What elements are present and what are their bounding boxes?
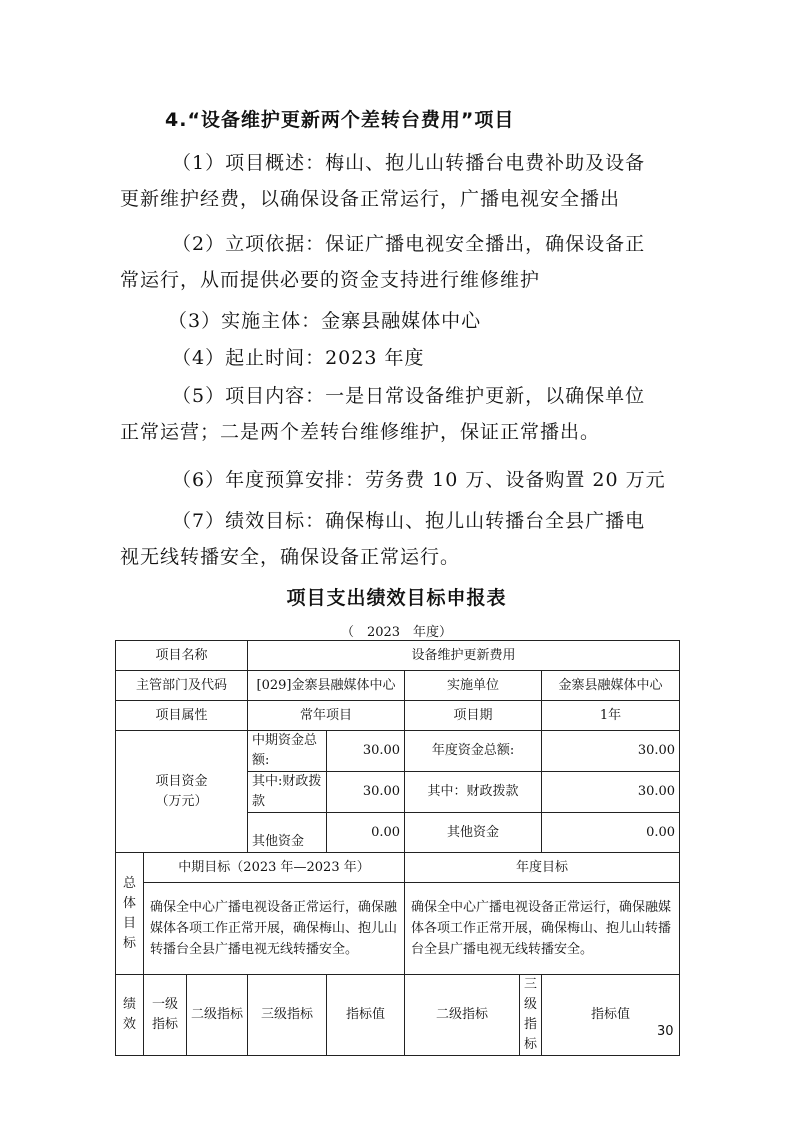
performance-target-table: [115, 640, 680, 1056]
annual-other-label: 其他资金: [405, 813, 542, 853]
perf-label: 绩效: [116, 975, 144, 1056]
table-row: [116, 731, 680, 772]
table-row: [116, 853, 680, 883]
paragraph-line: （1）项目概述：梅山、抱儿山转播台电费补助及设备: [172, 152, 646, 174]
mid-total-value: 30.00: [327, 731, 405, 772]
table-row: [116, 701, 680, 731]
paragraph-content: [120, 378, 680, 450]
table-row: [116, 975, 680, 1056]
dept-label: 主管部门及代码: [116, 671, 248, 701]
paragraph-line: 视无线转播安全，确保设备正常运行。: [120, 546, 461, 568]
attr-value: 常年项目: [248, 701, 405, 731]
project-name-value: 设备维护更新费用: [248, 641, 680, 671]
level3-header-b: 三级指标: [520, 975, 542, 1056]
section-heading: 4.“设备维护更新两个差转台费用”项目: [165, 109, 515, 131]
period-label: 项目期: [405, 701, 542, 731]
paragraph-line: 更新维护经费，以确保设备正常运行，广播电视安全播出: [120, 188, 621, 210]
paragraph-budget: [120, 462, 680, 498]
attr-label: 项目属性: [116, 701, 248, 731]
funds-label-unit: （万元）: [155, 793, 208, 809]
project-name-label: 项目名称: [116, 641, 248, 671]
annual-fiscal-value: 30.00: [542, 772, 680, 813]
paragraph-basis: [120, 226, 680, 298]
paragraph-period: [120, 340, 680, 376]
level2-header: 二级指标: [187, 975, 248, 1056]
paragraph-line: （2）立项依据：保证广播电视安全播出，确保设备正: [172, 233, 646, 255]
mid-other-value: 0.00: [327, 813, 405, 853]
value-header: 指标值: [327, 975, 405, 1056]
table-row: [116, 883, 680, 975]
funds-label: [116, 731, 248, 853]
table-row: [116, 641, 680, 671]
paragraph-line: （4）起止时间：2023 年度: [172, 347, 425, 369]
table-title: 项目支出绩效目标申报表: [286, 587, 507, 609]
paragraph-line: 常运行，从而提供必要的资金支持进行维修维护: [120, 269, 541, 291]
dept-value: [029]金寨县融媒体中心: [248, 671, 405, 701]
annual-other-value: 0.00: [542, 813, 680, 853]
page-number: 30: [657, 1024, 674, 1039]
paragraph-goal: [120, 503, 680, 575]
mid-goal-text: 确保全中心广播电视设备正常运行，确保融媒体各项工作正常开展，确保梅山、抱儿山转播台全县广播电视无线转播安全。: [144, 883, 405, 975]
paragraph-line: （6）年度预算安排：劳务费 10 万、设备购置 20 万元: [172, 469, 666, 491]
level2-header-b: 二级指标: [405, 975, 520, 1056]
table-row: [116, 671, 680, 701]
annual-total-label: 年度资金总额:: [405, 731, 542, 772]
paragraph-line: （5）项目内容：一是日常设备维护更新，以确保单位: [172, 385, 646, 407]
mid-other-label: 其他资金: [248, 813, 327, 853]
paragraph-line: 正常运营；二是两个差转台维修维护，保证正常播出。: [120, 421, 601, 443]
paragraph-line: （3）实施主体：金寨县融媒体中心: [168, 310, 482, 332]
overall-goal-label: 总体目标: [116, 853, 144, 975]
impl-unit-value: 金寨县融媒体中心: [542, 671, 680, 701]
mid-total-label: 中期资金总额:: [248, 731, 327, 772]
funds-label-line: 项目资金: [155, 773, 208, 789]
period-value: 1年: [542, 701, 680, 731]
annual-fiscal-label: 其中：财政拨款: [405, 772, 542, 813]
level1-header: 一级指标: [144, 975, 187, 1056]
annual-goal-text: 确保全中心广播电视设备正常运行，确保融媒体各项工作正常开展，确保梅山、抱儿山转播台全县广播电视无线转播安全。: [405, 883, 680, 975]
mid-fiscal-value: 30.00: [327, 772, 405, 813]
mid-fiscal-label: 其中:财政拨款: [248, 772, 327, 813]
level3-header: 三级指标: [248, 975, 327, 1056]
paragraph-overview: [120, 145, 680, 217]
table-subtitle: （ 2023 年度）: [340, 625, 453, 640]
paragraph-line: （7）绩效目标：确保梅山、抱儿山转播台全县广播电: [172, 510, 646, 532]
annual-goal-header: 年度目标: [405, 853, 680, 883]
mid-goal-header: 中期目标（2023 年—2023 年）: [144, 853, 405, 883]
annual-total-value: 30.00: [542, 731, 680, 772]
value-header-b: 指标值: [542, 975, 680, 1056]
paragraph-subject: [120, 303, 680, 339]
impl-unit-label: 实施单位: [405, 671, 542, 701]
